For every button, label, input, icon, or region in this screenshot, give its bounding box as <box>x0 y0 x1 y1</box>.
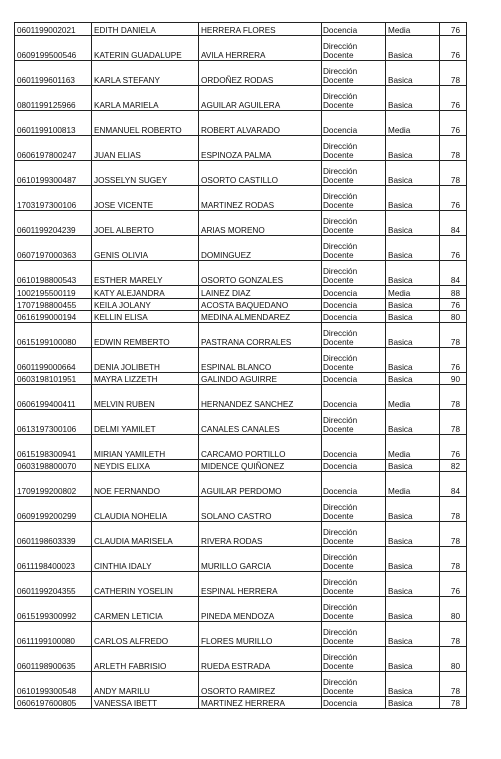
id-cell: 0615199300992 <box>15 597 92 622</box>
table-row <box>15 311 467 323</box>
type-cell <box>322 647 386 672</box>
last-names-cell: MURILLO GARCIA <box>199 547 322 572</box>
type-cell <box>322 61 386 86</box>
id-cell: 0606197800247 <box>15 136 92 161</box>
type-line-1: Dirección <box>323 329 358 338</box>
first-names-cell: MAYRA LIZZETH <box>92 373 199 385</box>
type-line-1: Dirección <box>323 217 358 226</box>
score-cell: 78 <box>440 323 467 348</box>
table-row <box>15 672 467 697</box>
last-names-cell: MIDENCE QUIÑONEZ <box>199 460 322 472</box>
type-line: Docente <box>323 201 354 210</box>
type-cell <box>322 111 386 136</box>
type-cell <box>322 286 386 299</box>
score-cell: 78 <box>440 61 467 86</box>
table-row <box>15 86 467 111</box>
type-line-1: Dirección <box>323 528 358 537</box>
table-row <box>15 460 467 472</box>
type-cell <box>322 36 386 61</box>
last-names-cell: FLORES MURILLO <box>199 622 322 647</box>
last-names-cell: ROBERT ALVARADO <box>199 111 322 136</box>
first-names-cell: JUAN ELIAS <box>92 136 199 161</box>
id-cell: 0601199100813 <box>15 111 92 136</box>
level-cell: Basica <box>386 348 440 373</box>
last-names-cell: LAINEZ DIAZ <box>199 286 322 299</box>
score-cell: 84 <box>440 472 467 497</box>
score-cell: 90 <box>440 373 467 385</box>
type-cell <box>322 161 386 186</box>
id-cell: 0611199100080 <box>15 622 92 647</box>
type-cell <box>322 211 386 236</box>
type-cell <box>322 460 386 472</box>
level-cell: Basica <box>386 311 440 323</box>
first-names-cell: KARLA MARIELA <box>92 86 199 111</box>
table-row <box>15 697 467 709</box>
first-names-cell: KATERIN GUADALUPE <box>92 36 199 61</box>
first-names-cell: NOE FERNANDO <box>92 472 199 497</box>
level-cell: Basica <box>386 697 440 709</box>
type-line: Docencia <box>323 487 358 496</box>
last-names-cell: CANALES CANALES <box>199 410 322 435</box>
level-cell: Media <box>386 286 440 299</box>
first-names-cell: CATHERIN YOSELIN <box>92 572 199 597</box>
type-line: Docente <box>323 687 354 696</box>
type-line-1: Dirección <box>323 67 358 76</box>
level-cell: Media <box>386 23 440 36</box>
type-line: Docente <box>323 637 354 646</box>
table-row <box>15 472 467 497</box>
type-line-1: Dirección <box>323 628 358 637</box>
level-cell: Media <box>386 111 440 136</box>
type-cell <box>322 597 386 622</box>
score-cell: 84 <box>440 211 467 236</box>
type-cell <box>322 472 386 497</box>
score-cell: 78 <box>440 161 467 186</box>
table-row <box>15 647 467 672</box>
last-names-cell: HERRERA FLORES <box>199 23 322 36</box>
first-names-cell: JOSSELYN SUGEY <box>92 161 199 186</box>
id-cell: 0607197000363 <box>15 236 92 261</box>
type-line: Docencia <box>323 400 358 409</box>
last-names-cell: AGUILAR AGUILERA <box>199 86 322 111</box>
table-row <box>15 435 467 460</box>
results-sheet <box>14 22 466 709</box>
table-row <box>15 323 467 348</box>
type-line: Docente <box>323 151 354 160</box>
first-names-cell: GENIS OLIVIA <box>92 236 199 261</box>
type-line: Docente <box>323 363 354 372</box>
last-names-cell: OSORTO CASTILLO <box>199 161 322 186</box>
score-cell: 76 <box>440 348 467 373</box>
table-row <box>15 286 467 299</box>
type-line: Docente <box>323 587 354 596</box>
level-cell: Basica <box>386 161 440 186</box>
first-names-cell: CINTHIA IDALY <box>92 547 199 572</box>
type-line: Docente <box>323 612 354 621</box>
first-names-cell: KEILA JOLANY <box>92 299 199 311</box>
type-line: Docencia <box>323 26 358 35</box>
last-names-cell: ESPINOZA PALMA <box>199 136 322 161</box>
table-row <box>15 348 467 373</box>
id-cell: 1709199200802 <box>15 472 92 497</box>
level-cell: Basica <box>386 547 440 572</box>
id-cell: 0609199200299 <box>15 497 92 522</box>
score-cell: 78 <box>440 497 467 522</box>
score-cell: 76 <box>440 435 467 460</box>
score-cell: 82 <box>440 460 467 472</box>
score-cell: 78 <box>440 522 467 547</box>
id-cell: 0613197300106 <box>15 410 92 435</box>
table-row <box>15 373 467 385</box>
type-cell <box>322 323 386 348</box>
table-row <box>15 211 467 236</box>
score-cell: 76 <box>440 36 467 61</box>
level-cell: Basica <box>386 522 440 547</box>
score-cell: 78 <box>440 136 467 161</box>
last-names-cell: ARIAS MORENO <box>199 211 322 236</box>
id-cell: 1002195500119 <box>15 286 92 299</box>
type-line-1: Dirección <box>323 142 358 151</box>
table-row <box>15 547 467 572</box>
type-line: Docencia <box>323 375 358 384</box>
first-names-cell: CARMEN LETICIA <box>92 597 199 622</box>
type-line: Docente <box>323 251 354 260</box>
type-line-1: Dirección <box>323 603 358 612</box>
id-cell: 1707198800455 <box>15 299 92 311</box>
type-line: Docencia <box>323 301 358 310</box>
score-cell: 78 <box>440 410 467 435</box>
level-cell: Basica <box>386 211 440 236</box>
type-line-1: Dirección <box>323 192 358 201</box>
type-line: Docente <box>323 562 354 571</box>
type-cell <box>322 86 386 111</box>
id-cell: 0601199204239 <box>15 211 92 236</box>
type-line: Docente <box>323 101 354 110</box>
type-line: Docente <box>323 76 354 85</box>
level-cell: Basica <box>386 572 440 597</box>
last-names-cell: ESPINAL BLANCO <box>199 348 322 373</box>
id-cell: 0601199204355 <box>15 572 92 597</box>
level-cell: Basica <box>386 647 440 672</box>
level-cell: Media <box>386 472 440 497</box>
type-cell <box>322 410 386 435</box>
level-cell: Basica <box>386 61 440 86</box>
level-cell: Media <box>386 435 440 460</box>
score-cell: 84 <box>440 261 467 286</box>
id-cell: 0616199000194 <box>15 311 92 323</box>
level-cell: Basica <box>386 323 440 348</box>
type-line-1: Dirección <box>323 578 358 587</box>
first-names-cell: CLAUDIA MARISELA <box>92 522 199 547</box>
table-row <box>15 161 467 186</box>
score-cell: 76 <box>440 186 467 211</box>
type-line-1: Dirección <box>323 242 358 251</box>
score-cell: 78 <box>440 547 467 572</box>
last-names-cell: OSORTO RAMIREZ <box>199 672 322 697</box>
type-cell <box>322 23 386 36</box>
first-names-cell: ANDY MARILU <box>92 672 199 697</box>
last-names-cell: MARTINEZ HERRERA <box>199 697 322 709</box>
table-row <box>15 597 467 622</box>
type-cell <box>322 311 386 323</box>
table-row <box>15 622 467 647</box>
level-cell: Media <box>386 385 440 410</box>
last-names-cell: RIVERA RODAS <box>199 522 322 547</box>
last-names-cell: PINEDA MENDOZA <box>199 597 322 622</box>
results-table <box>14 22 467 709</box>
type-cell <box>322 435 386 460</box>
table-row <box>15 136 467 161</box>
type-line: Docencia <box>323 462 358 471</box>
level-cell: Basica <box>386 460 440 472</box>
type-cell <box>322 697 386 709</box>
table-row <box>15 61 467 86</box>
last-names-cell: OSORTO GONZALES <box>199 261 322 286</box>
last-names-cell: PASTRANA CORRALES <box>199 323 322 348</box>
last-names-cell: GALINDO AGUIRRE <box>199 373 322 385</box>
type-cell <box>322 136 386 161</box>
first-names-cell: EDWIN REMBERTO <box>92 323 199 348</box>
type-line: Docente <box>323 338 354 347</box>
type-cell <box>322 186 386 211</box>
id-cell: 0610199300487 <box>15 161 92 186</box>
first-names-cell: KARLA STEFANY <box>92 61 199 86</box>
level-cell: Basica <box>386 622 440 647</box>
first-names-cell: JOEL ALBERTO <box>92 211 199 236</box>
score-cell: 76 <box>440 572 467 597</box>
type-line: Docente <box>323 537 354 546</box>
last-names-cell: ESPINAL HERRERA <box>199 572 322 597</box>
id-cell: 0801199125966 <box>15 86 92 111</box>
first-names-cell: DENIA JOLIBETH <box>92 348 199 373</box>
level-cell: Basica <box>386 373 440 385</box>
score-cell: 80 <box>440 311 467 323</box>
id-cell: 0609199500546 <box>15 36 92 61</box>
results-table-body <box>15 23 467 709</box>
type-cell <box>322 622 386 647</box>
type-line-1: Dirección <box>323 653 358 662</box>
type-cell <box>322 236 386 261</box>
id-cell: 0601198900635 <box>15 647 92 672</box>
table-row <box>15 385 467 410</box>
first-names-cell: MELVIN RUBEN <box>92 385 199 410</box>
type-line-1: Dirección <box>323 92 358 101</box>
id-cell: 0615199100080 <box>15 323 92 348</box>
type-line: Docencia <box>323 289 358 298</box>
level-cell: Basica <box>386 597 440 622</box>
type-cell <box>322 497 386 522</box>
score-cell: 78 <box>440 622 467 647</box>
type-line: Docencia <box>323 313 358 322</box>
score-cell: 78 <box>440 697 467 709</box>
type-cell <box>322 348 386 373</box>
type-line: Docente <box>323 512 354 521</box>
score-cell: 80 <box>440 647 467 672</box>
level-cell: Basica <box>386 497 440 522</box>
first-names-cell: DELMI YAMILET <box>92 410 199 435</box>
table-row <box>15 23 467 36</box>
table-row <box>15 36 467 61</box>
first-names-cell: ESTHER MARELY <box>92 261 199 286</box>
score-cell: 76 <box>440 299 467 311</box>
level-cell: Basica <box>386 36 440 61</box>
type-line: Docente <box>323 226 354 235</box>
type-line-1: Dirección <box>323 354 358 363</box>
type-line-1: Dirección <box>323 553 358 562</box>
type-line: Docencia <box>323 699 358 708</box>
first-names-cell: CLAUDIA NOHELIA <box>92 497 199 522</box>
type-cell <box>322 299 386 311</box>
type-line: Docente <box>323 276 354 285</box>
level-cell: Basica <box>386 410 440 435</box>
table-row <box>15 186 467 211</box>
id-cell: 0611198400023 <box>15 547 92 572</box>
table-row <box>15 497 467 522</box>
table-row <box>15 299 467 311</box>
id-cell: 1703197300106 <box>15 186 92 211</box>
level-cell: Basica <box>386 672 440 697</box>
table-row <box>15 572 467 597</box>
type-line-1: Dirección <box>323 416 358 425</box>
first-names-cell: KATY ALEJANDRA <box>92 286 199 299</box>
id-cell: 0606197600805 <box>15 697 92 709</box>
type-cell <box>322 373 386 385</box>
last-names-cell: RUEDA ESTRADA <box>199 647 322 672</box>
table-row <box>15 261 467 286</box>
id-cell: 0610199300548 <box>15 672 92 697</box>
first-names-cell: CARLOS ALFREDO <box>92 622 199 647</box>
type-line: Docente <box>323 425 354 434</box>
level-cell: Basica <box>386 86 440 111</box>
id-cell: 0601198603339 <box>15 522 92 547</box>
table-row <box>15 111 467 136</box>
last-names-cell: DOMINGUEZ <box>199 236 322 261</box>
type-cell <box>322 385 386 410</box>
last-names-cell: AGUILAR PERDOMO <box>199 472 322 497</box>
id-cell: 0615198300941 <box>15 435 92 460</box>
table-row <box>15 236 467 261</box>
first-names-cell: ARLETH FABRISIO <box>92 647 199 672</box>
first-names-cell: KELLIN ELISA <box>92 311 199 323</box>
table-row <box>15 522 467 547</box>
score-cell: 80 <box>440 597 467 622</box>
level-cell: Basica <box>386 261 440 286</box>
last-names-cell: ORDOÑEZ RODAS <box>199 61 322 86</box>
type-cell <box>322 547 386 572</box>
id-cell: 0601199601163 <box>15 61 92 86</box>
type-cell <box>322 261 386 286</box>
level-cell: Basica <box>386 186 440 211</box>
score-cell: 76 <box>440 23 467 36</box>
last-names-cell: HERNANDEZ SANCHEZ <box>199 385 322 410</box>
id-cell: 0603198101951 <box>15 373 92 385</box>
type-line-1: Dirección <box>323 678 358 687</box>
type-cell <box>322 522 386 547</box>
first-names-cell: JOSE VICENTE <box>92 186 199 211</box>
table-row <box>15 410 467 435</box>
score-cell: 78 <box>440 385 467 410</box>
first-names-cell: ENMANUEL ROBERTO <box>92 111 199 136</box>
last-names-cell: MEDINA ALMENDAREZ <box>199 311 322 323</box>
score-cell: 76 <box>440 111 467 136</box>
level-cell: Basica <box>386 236 440 261</box>
level-cell: Basica <box>386 299 440 311</box>
type-cell <box>322 572 386 597</box>
last-names-cell: ACOSTA BAQUEDANO <box>199 299 322 311</box>
id-cell: 0603198800070 <box>15 460 92 472</box>
type-line-1: Dirección <box>323 267 358 276</box>
id-cell: 0610198800543 <box>15 261 92 286</box>
id-cell: 0601199000664 <box>15 348 92 373</box>
last-names-cell: AVILA HERRERA <box>199 36 322 61</box>
score-cell: 88 <box>440 286 467 299</box>
type-line: Docente <box>323 51 354 60</box>
type-line: Docente <box>323 176 354 185</box>
first-names-cell: MIRIAN YAMILETH <box>92 435 199 460</box>
first-names-cell: NEYDIS ELIXA <box>92 460 199 472</box>
score-cell: 76 <box>440 236 467 261</box>
type-cell <box>322 672 386 697</box>
level-cell: Basica <box>386 136 440 161</box>
type-line: Docente <box>323 662 354 671</box>
last-names-cell: SOLANO CASTRO <box>199 497 322 522</box>
type-line-1: Dirección <box>323 503 358 512</box>
last-names-cell: MARTINEZ RODAS <box>199 186 322 211</box>
id-cell: 0601199002021 <box>15 23 92 36</box>
score-cell: 76 <box>440 86 467 111</box>
first-names-cell: EDITH DANIELA <box>92 23 199 36</box>
id-cell: 0606199400411 <box>15 385 92 410</box>
type-line: Docencia <box>323 450 358 459</box>
type-line-1: Dirección <box>323 42 358 51</box>
score-cell: 78 <box>440 672 467 697</box>
type-line: Docencia <box>323 126 358 135</box>
last-names-cell: CARCAMO PORTILLO <box>199 435 322 460</box>
first-names-cell: VANESSA IBETT <box>92 697 199 709</box>
type-line-1: Dirección <box>323 167 358 176</box>
